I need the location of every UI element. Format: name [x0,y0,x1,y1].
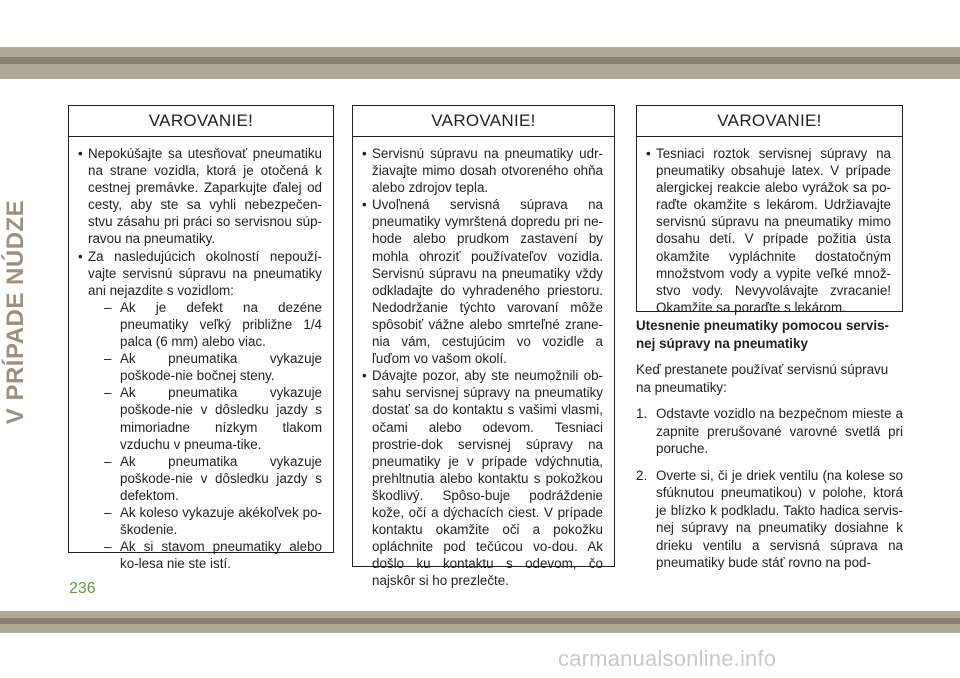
warning-bullet: • Servisnú súpravu na pneumatiky udr-žiavajte mimo dosah otvoreného ohňa alebo zdrojov tepla. [362,145,603,196]
warning-bullet: • Uvoľnená servisná súprava na pneumatiky vymrštená dopredu pri ne-hode alebo prudkom zastavení by mohla ohroziť používateľov vozidla. Servisnú súpravu na pneumatiky vždy odkladajte do vyhradeného priestoru. Nedodržanie týchto varovaní môže spôsobiť vážne alebo smrteľné zrane-nia vám, cestujúcim vo vozidle a ľuďom vo vašom okolí. [362,196,603,367]
warning-box-3 [636,105,903,315]
footer-stripe [0,618,960,624]
warning-box-2 [352,105,615,589]
footer-band [0,611,960,633]
section-heading: Utesnenie pneumatiky pomocou servis-nej súpravy na pneumatiky [636,318,890,351]
page-number: 236 [69,580,96,597]
step-item [636,405,903,458]
warning-title: VAROVANIE! [353,106,614,137]
warning-dash-item: – Ak si stavom pneumatiky alebo ko-lesa nie ste istí. [104,538,322,572]
warning-body [69,137,333,572]
tire-sealing-section [636,317,903,581]
warning-bullet: • Tesniaci roztok servisnej súpravy na pneumatiky obsahuje latex. V prípade alergickej reakcie alebo vyrážok sa po-raďte okamžite s lekárom. Udržiavajte servisnú súpravu na pneumatiky mimo dosahu detí. V prípade požitia ústa okamžite vypláchnite dostatočným množstvom vody a vypite veľké množ-stvo vody. Nevyvolávajte zvracanie! Okamžite sa poraďte s lekárom. [646,145,891,316]
warning-dash-item: – Ak koleso vykazuje akékoľvek po-škodenie. [104,504,322,538]
step-number: 1. [636,406,648,421]
header-stripe [0,57,960,64]
step-number: 2. [636,467,648,483]
step-text: Odstavte vozidlo na bezpečnom mieste a zapnite prerušované varovné svetlá pri poruche. [656,406,903,456]
warning-dash-item: – Ak je defekt na dezéne pneumatiky veľký približne 1/4 palca (6 mm) alebo viac. [104,299,322,350]
watermark[interactable]: carmanualsonline.info [558,646,777,671]
warning-dash-item: – Ak pneumatika vykazuje poškode-nie bočnej steny. [104,350,322,384]
warning-dash-item: – Ak pneumatika vykazuje poškode-nie v dôsledku jazdy s defektom. [104,453,322,504]
warning-title: VAROVANIE! [637,106,902,137]
warning-body [353,137,614,589]
step-item [636,467,903,572]
warning-bullet: • Za nasledujúcich okolností nepouží-vajte servisnú súpravu na pneumatiky ani nejazdite s vozidlom: [78,248,322,299]
step-text: Overte si, či je driek ventilu (na kolese so sfúknutou pneumatikou) v polohe, ktorá je blízko k podkladu. Takto hadica servis-nej súpravy na pneumatiky dosiahne k drieku ventilu a servisná súprava na pneumatiky bude stáť rovno na pod- [656,467,903,570]
warning-bullet: • Dávajte pozor, aby ste neumožnili ob-sahu servisnej súpravy na pneumatiky dostať sa do kontaktu s vašimi vlasmi, očami alebo odevom. Tesniaci prostrie-dok servisnej súpravy na pneumatiky je v prípade vdýchnutia, prehltnutia alebo kontaktu s pokožkou škodlivý. Spôso-buje podráždenie kože, očí a dýchacích ciest. V prípade kontaktu okamžite oči a pokožku opláchnite pod tečúcou vo-dou. Ak došlo ku kontaktu s odevom, čo najskôr si ho prezlečte. [362,367,603,589]
steps-list [636,405,903,572]
header-band [0,47,960,79]
warning-title: VAROVANIE! [69,106,333,137]
warning-body [637,137,902,316]
warning-bullet: • Nepokúšajte sa utesňovať pneumatiku na strane vozidla, ktorá je otočená k cestnej premávke. Zaparkujte ďalej od cesty, aby ste sa vyhli nebezpečen-stvu zásahu pri práci so servisnou súp-ravou na pneumatiky. [78,145,322,248]
side-title: V PRÍPADE NÚDZE [2,199,29,425]
warning-dash-item: – Ak pneumatika vykazuje poškode-nie v dôsledku jazdy s mimoriadne nízkym tlakom vzduchu v pneuma-tike. [104,384,322,452]
section-intro: Keď prestanete používať servisnú súpravu na pneumatiky: [636,362,889,395]
warning-box-1 [68,105,334,572]
